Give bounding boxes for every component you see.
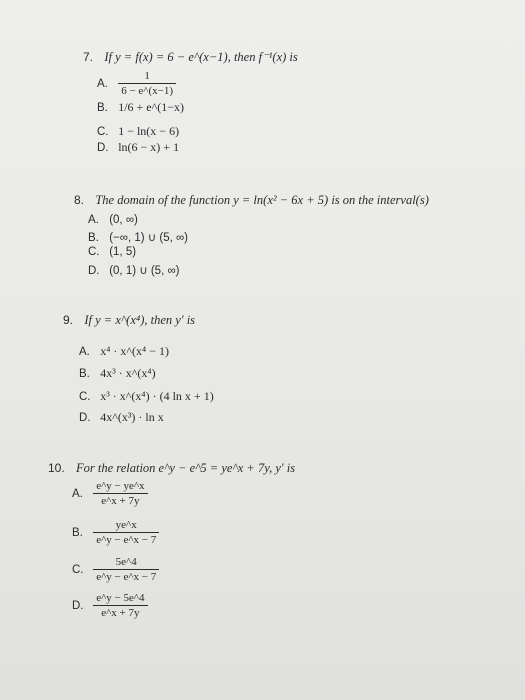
option-10b: B. $\frac{ye\^{}x}{e\^{}y - e\^{}x - 7}$	[72, 519, 159, 546]
option-9b: B. 4x³ · x^(x⁴)	[79, 366, 156, 380]
option-8b: B. (−∞, 1) ∪ (5, ∞)	[88, 232, 189, 244]
option-10a: A. $\frac{e\^{}y - ye\^{}x}{e\^{}x + 7y}$	[72, 480, 148, 507]
option-7a: A. $\frac{1}{6 - e\^{}(x-1)}$	[97, 70, 176, 97]
option-7d: D. ln(6 − x) + 1	[97, 140, 180, 154]
question-8	[74, 193, 429, 208]
question-stem: If y = f(x) = 6 − e^(x−1), then f⁻¹(x) is	[104, 50, 298, 64]
question-stem: For the relation e^y − e^5 = ye^x + 7y, y′ is	[76, 461, 296, 475]
option-8c: C. (1, 5)	[88, 246, 137, 258]
fraction: $\frac{e\^{}y - ye\^{}x}{e\^{}x + 7y}$	[93, 480, 147, 507]
option-9a: A. x⁴ · x^(x⁴ − 1)	[79, 344, 169, 358]
question-10	[48, 461, 295, 476]
option-10d: D. $\frac{e\^{}y - 5e\^{}4}{e\^{}x + 7y}$	[72, 592, 148, 619]
option-8d: D. (0, 1) ∪ (5, ∞)	[88, 265, 180, 277]
question-stem: If y = x^(x⁴), then y′ is	[84, 313, 196, 327]
question-number: 7.	[83, 50, 94, 64]
question-number: 10.	[48, 461, 65, 475]
option-9d: D. 4x^(x³) · ln x	[79, 410, 164, 424]
fraction: $\frac{ye\^{}x}{e\^{}y - e\^{}x - 7}$	[93, 519, 159, 546]
option-9c: C. x³ · x^(x⁴) · (4 ln x + 1)	[79, 389, 214, 403]
option-7b: B. 1/6 + e^(1−x)	[97, 100, 185, 114]
question-number: 8.	[74, 193, 85, 207]
option-7c: C. 1 − ln(x − 6)	[97, 124, 180, 138]
fraction: $\frac{5e\^{}4}{e\^{}y - e\^{}x - 7}$	[93, 556, 159, 583]
fraction: $\frac{1}{6 - e\^{}(x-1)}$	[118, 70, 176, 97]
question-number: 9.	[63, 313, 74, 327]
question-stem: The domain of the function y = ln(x² − 6x + 5) is on the interval(s)	[95, 193, 429, 207]
question-7	[83, 49, 298, 65]
question-9	[63, 313, 195, 328]
option-8a: A. (0, ∞)	[88, 214, 138, 226]
option-10c: C. $\frac{5e\^{}4}{e\^{}y - e\^{}x - 7}$	[72, 556, 159, 583]
fraction: $\frac{e\^{}y - 5e\^{}4}{e\^{}x + 7y}$	[93, 592, 147, 619]
